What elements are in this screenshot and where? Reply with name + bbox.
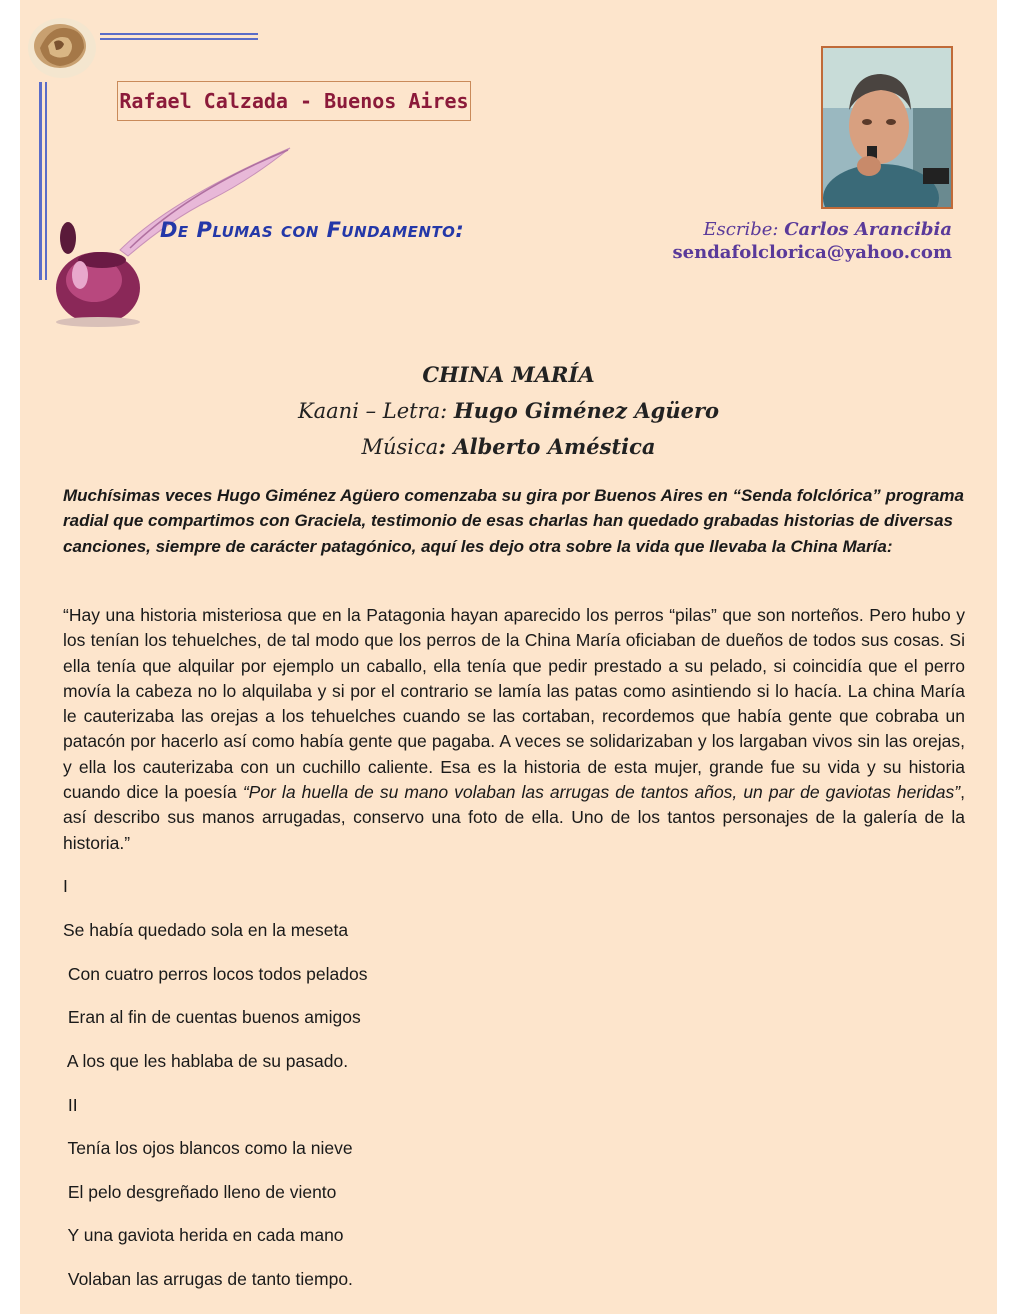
music-credit bbox=[0, 434, 1017, 459]
verse-line: A los que les hablaba de su pasado. bbox=[63, 1051, 349, 1071]
author-photo bbox=[821, 46, 953, 209]
story-text-end: , así describo sus manos arrugadas, conservo una foto de ella. Uno de los tantos personajes de la galería de la historia.” bbox=[63, 782, 965, 853]
author-name: Carlos Arancibia bbox=[784, 219, 952, 240]
lyrics-credit-prefix: Kaani – Letra: bbox=[297, 399, 448, 423]
byline-label: Escribe: bbox=[703, 219, 779, 240]
story-paragraph bbox=[63, 603, 965, 856]
seal-icon bbox=[26, 16, 98, 80]
section-title: De Plumas con Fundamento: bbox=[160, 218, 465, 242]
verse-line: El pelo desgreñado lleno de viento bbox=[63, 1182, 337, 1202]
verse-line: I bbox=[63, 876, 68, 896]
poem-quote: “Por la huella de su mano volaban las arrugas de tantos años, un par de gaviotas heridas” bbox=[242, 782, 961, 803]
composer-name: : Alberto Améstica bbox=[438, 434, 656, 459]
story-text: “Hay una historia misteriosa que en la Patagonia hayan aparecido los perros “pilas” que son norteños. Pero hubo y los tenían los tehuelches, de tal modo que los perros de la China María oficiaban de dueños de todos sus cosas. Si ella tenía que alquilar por ejemplo un caballo, ella tenía que pedir prestado a su pelado, si coincidía que el perro movía la cabeza no lo alquilaba y si por el contrario se lamía las patas como asintiendo si lo hacía. La china María le cauterizaba las orejas a los tehuelches cuando se las cortaban, recordemos que había gente que cobraba un patacón por hacerlo así como había gente que pagaba. A veces se solidarizaban y los largaban vivos sin las orejas, y ella los cauterizaba con un cuchillo caliente. Esa es la historia de esta mujer, grande fue su vida y su historia cuando dice la poesía bbox=[63, 605, 965, 803]
verse-line: Eran al fin de cuentas buenos amigos bbox=[63, 1007, 361, 1027]
verse-line: Con cuatro perros locos todos pelados bbox=[63, 964, 368, 984]
intro-paragraph: Muchísimas veces Hugo Giménez Agüero comenzaba su gira por Buenos Aires en “Senda folclórica” programa radial que compartimos con Graciela, testimonio de esas charlas han quedado grabadas historias de diversas canciones, siempre de carácter patagónico, aquí les dejo otra sobre la vida que llevaba la China María: bbox=[63, 486, 964, 556]
lyricist-name: Hugo Giménez Agüero bbox=[453, 398, 720, 423]
song-title: CHINA MARÍA bbox=[422, 362, 595, 387]
music-credit-prefix: Música bbox=[361, 435, 439, 459]
byline bbox=[673, 218, 952, 264]
author-email[interactable]: sendafolclorica@yahoo.com bbox=[672, 242, 952, 263]
header-rule bbox=[100, 38, 258, 40]
verse-line: Volaban las arrugas de tanto tiempo. bbox=[63, 1269, 353, 1289]
margin-rule bbox=[39, 82, 42, 280]
verse-line: II bbox=[63, 1095, 78, 1115]
verse-line: Y una gaviota herida en cada mano bbox=[63, 1225, 344, 1245]
header-rule bbox=[100, 33, 258, 35]
margin-rule bbox=[45, 82, 47, 280]
verse-line: Se había quedado sola en la meseta bbox=[63, 920, 349, 940]
lyrics-credit bbox=[0, 398, 1017, 423]
verse-line: Tenía los ojos blancos como la nieve bbox=[63, 1138, 353, 1158]
location-label: Rafael Calzada - Buenos Aires bbox=[117, 81, 471, 121]
